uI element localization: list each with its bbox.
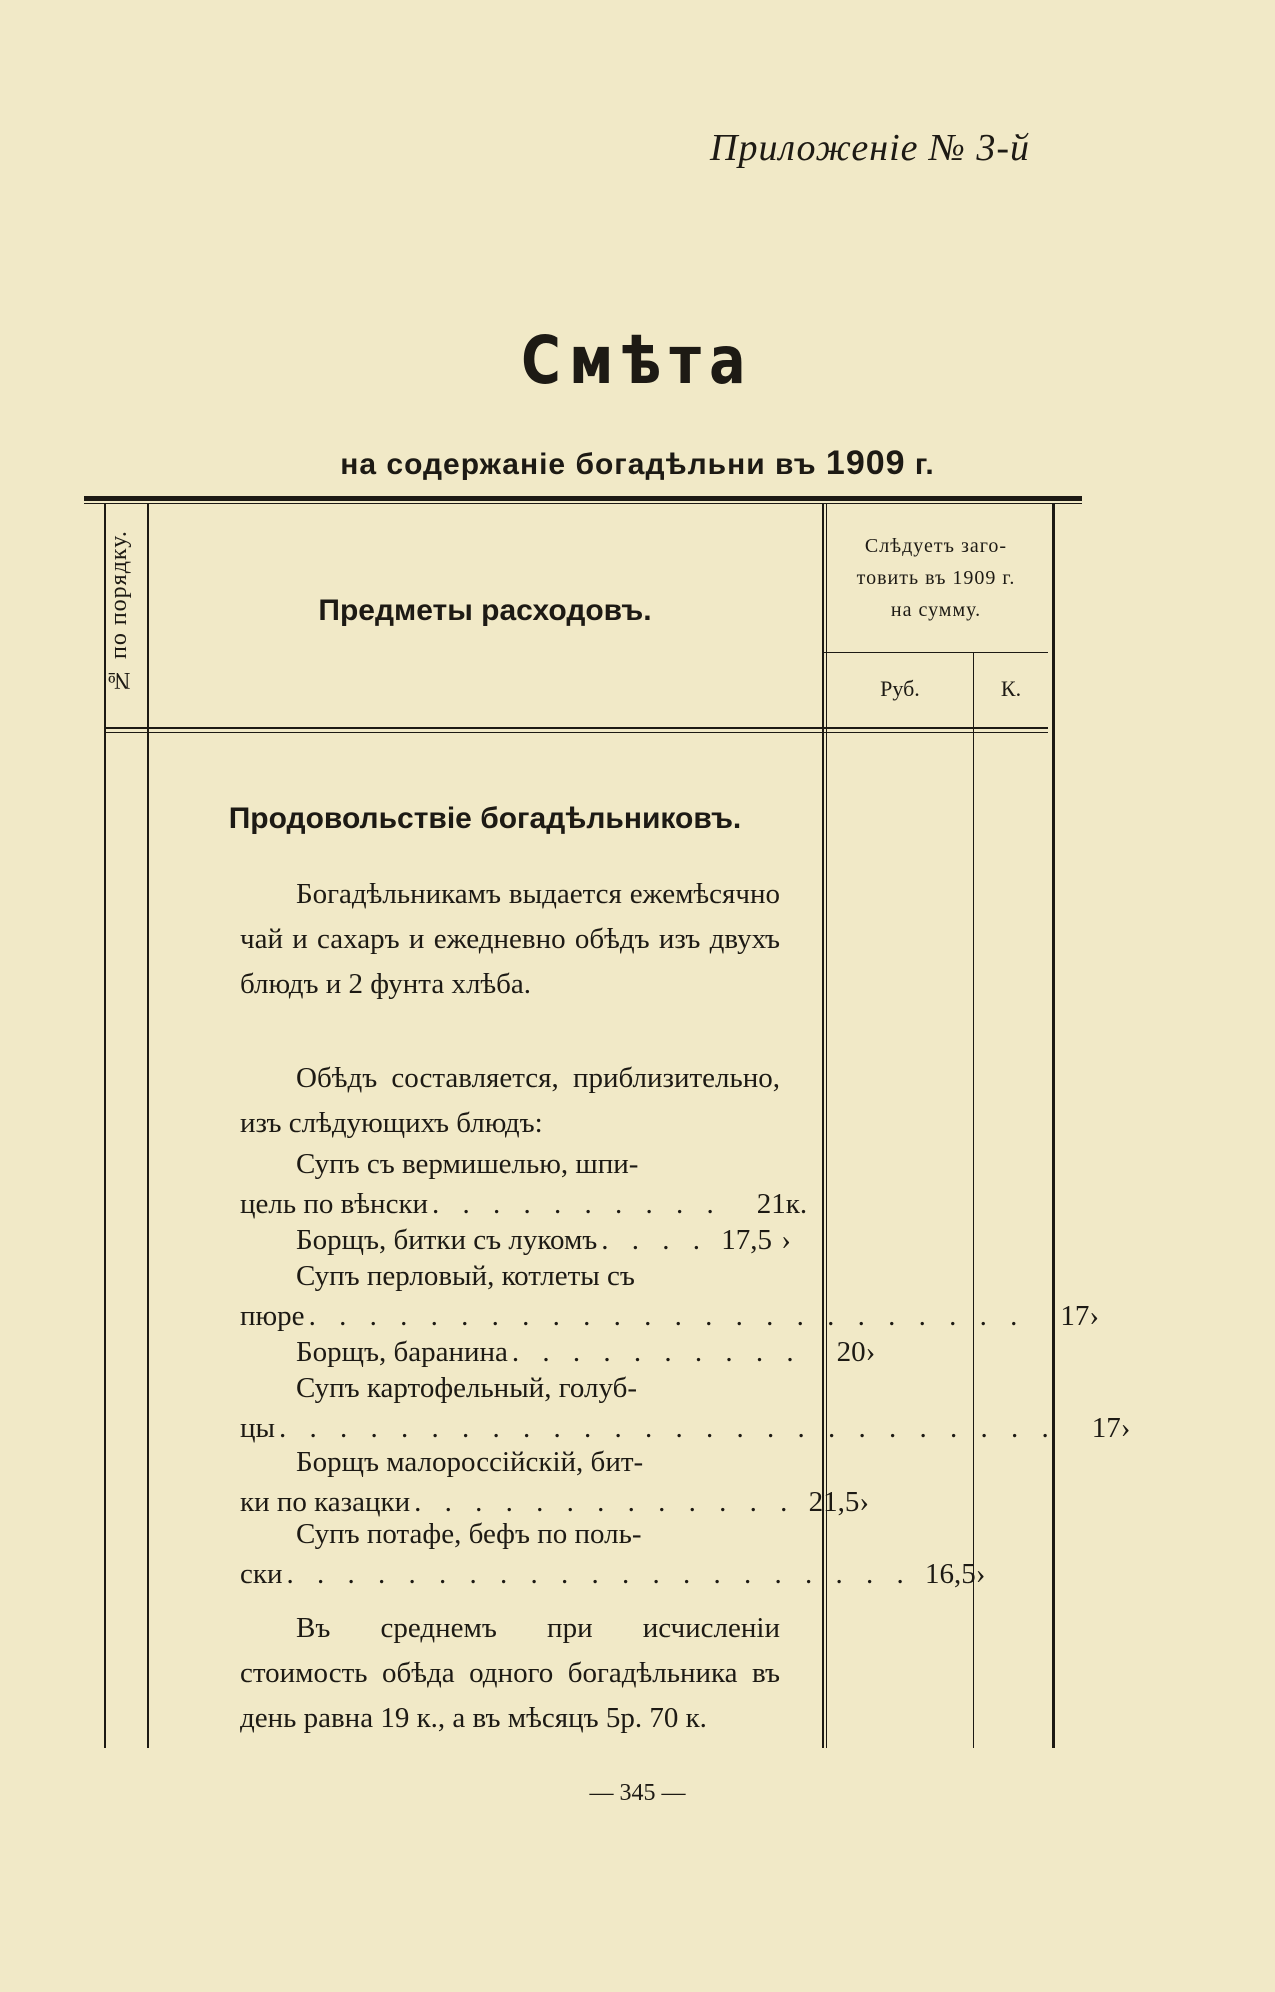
- dish-price: 17: [1060, 1300, 1090, 1332]
- number-column-divider: [147, 504, 149, 1748]
- leader-dots: . . . . . . . . . . . . . . . . . . . . .: [286, 1558, 912, 1590]
- list-item: [240, 1482, 870, 1522]
- leader-dots: . . . . . . . . . .: [511, 1336, 802, 1368]
- dish-first-line: Борщъ малороссiйскiй, бит-: [296, 1446, 644, 1478]
- dish-price: 17: [1091, 1412, 1121, 1444]
- dish-price: 21,5: [808, 1486, 860, 1518]
- page-title: Смѣта: [521, 322, 754, 399]
- list-item: [296, 1332, 876, 1372]
- dish-name: Борщъ, баранина: [296, 1336, 508, 1368]
- table-top-rule-thin: [84, 503, 1082, 504]
- leader-dots: . . . . . . . . . . . . . . . . . . . . . . . .: [308, 1300, 1026, 1332]
- column-header-items: Предметы расходовъ.: [318, 594, 652, 627]
- page-number: — 345 —: [589, 1780, 686, 1806]
- list-item: [240, 1296, 1099, 1336]
- dish-unit: ›: [865, 1336, 876, 1368]
- header-bottom-rule-thin: [104, 732, 1048, 733]
- dish-price: 21: [756, 1188, 786, 1220]
- dish-first-line: Супъ картофельный, голуб-: [296, 1372, 637, 1404]
- list-item: [240, 1408, 1131, 1448]
- sum-subheader-rule: [824, 652, 1048, 653]
- dish-name: цы: [240, 1412, 276, 1444]
- subtitle-suffix: г.: [914, 448, 935, 481]
- column-header-kopecks: К.: [1000, 676, 1022, 701]
- paragraph-text: Въ среднемъ при исчисленiи стоимость обѣда одного богадѣльника въ день равна 19 к., а въ мѣсяцъ 5р. 70 к.: [240, 1612, 780, 1734]
- dish-name: цель по вѣнски: [240, 1188, 429, 1220]
- dish-unit: ›: [781, 1224, 791, 1256]
- paragraph-average-cost: [240, 1606, 780, 1741]
- dish-name: пюре: [240, 1300, 305, 1332]
- leader-dots: . . . . . . . . . .: [432, 1188, 722, 1220]
- dish-unit: ›: [1089, 1300, 1099, 1332]
- column-header-sum: [826, 530, 1046, 626]
- dish-name: Борщъ, битки съ лукомъ: [296, 1224, 598, 1256]
- subtitle-prefix: на содержанiе богадѣльни въ: [340, 448, 817, 481]
- header-bottom-rule: [104, 727, 1048, 729]
- dish-unit: к.: [785, 1188, 808, 1220]
- dish-price: 16,5: [924, 1558, 976, 1590]
- dish-price: 17,5: [721, 1224, 773, 1256]
- list-item: [240, 1184, 808, 1224]
- list-item: [296, 1220, 800, 1260]
- column-header-sum-line: на сумму.: [890, 599, 982, 621]
- table-top-rule: [84, 496, 1082, 501]
- paragraph-dinner: [240, 1056, 780, 1146]
- dish-unit: ›: [1120, 1412, 1131, 1444]
- leader-dots: . . . . . . . . . . . . .: [414, 1486, 796, 1518]
- dish-name: ски: [240, 1558, 283, 1590]
- column-header-rubles: Руб.: [880, 676, 920, 701]
- dish-first-line: Супъ перловый, котлеты съ: [296, 1260, 635, 1292]
- section-title: Продовольствiе богадѣльниковъ.: [228, 802, 742, 835]
- dish-first-line: Супъ потафе, бефъ по поль-: [296, 1518, 642, 1550]
- subtitle-year: 1909: [825, 444, 906, 482]
- appendix-label: Приложенiе № 3-й: [710, 127, 1030, 169]
- dish-name: ки по казацки: [240, 1486, 411, 1518]
- page-subtitle: [0, 444, 1275, 483]
- column-header-sum-line: Слѣдуетъ заго-: [864, 535, 1008, 557]
- dish-first-line: Супъ съ вермишелью, шпи-: [296, 1148, 639, 1180]
- leader-dots: . . . . . . . . . . . . . . . . . . . . . . . . . .: [279, 1412, 1057, 1444]
- paragraph-text: Богадѣльникамъ выдается ежемѣсячно чай и сахаръ и ежедневно обѣдъ изъ двухъ блюдъ и 2 фунта хлѣба.: [240, 878, 780, 1000]
- dish-unit: ›: [859, 1486, 870, 1518]
- dish-price: 20: [836, 1336, 866, 1368]
- table-right-border: [1052, 504, 1055, 1748]
- paragraph-rations: [240, 872, 780, 1007]
- leader-dots: . . . .: [601, 1224, 709, 1256]
- paragraph-text: Обѣдъ составляется, приблизительно, изъ слѣдующихъ блюдъ:: [240, 1062, 780, 1139]
- column-header-number: № по порядку.: [106, 530, 132, 694]
- dish-unit: ›: [975, 1558, 986, 1590]
- list-item: [240, 1554, 986, 1594]
- column-header-sum-line: товить въ 1909 г.: [856, 567, 1016, 589]
